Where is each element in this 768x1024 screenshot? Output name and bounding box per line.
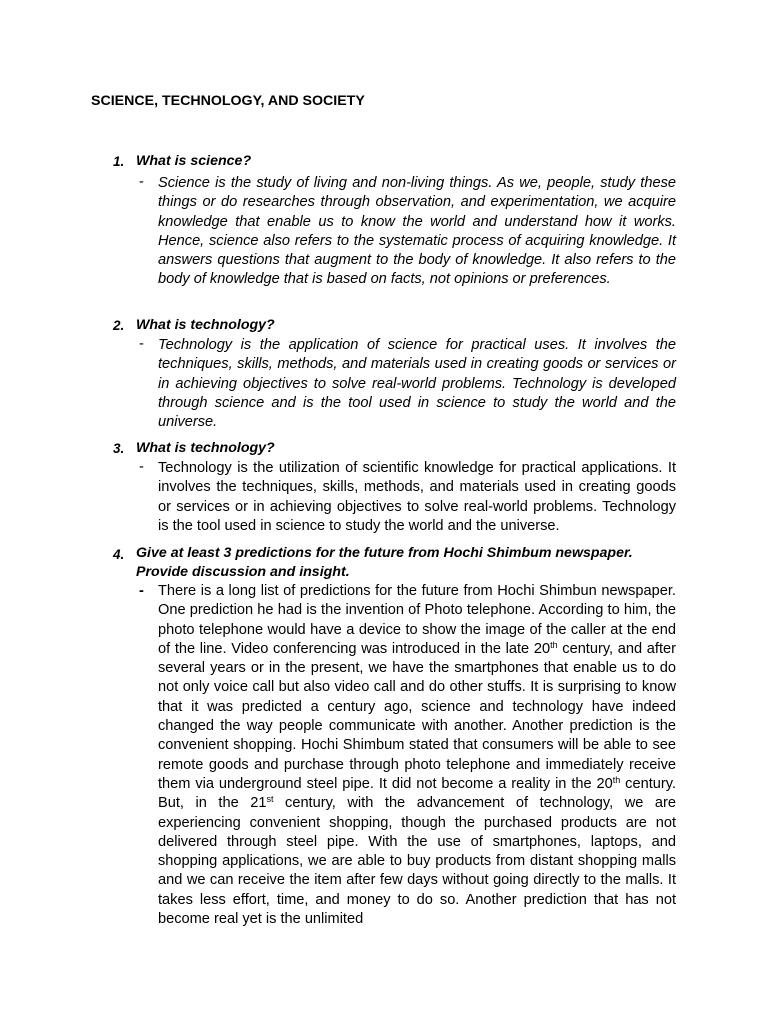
answer-4-text [158,582,676,929]
answer-4-bullet: - [139,583,144,599]
answer-4-superscript-1: th [550,639,558,650]
question-4-number: 4. [113,547,125,562]
question-1-text: What is science? [136,153,252,169]
answer-3-bullet: - [139,459,144,475]
question-2-text: What is technology? [136,317,275,333]
question-1-number: 1. [113,154,125,169]
answer-4-part-1: There is a long list of predictions for the future from Hochi Shimbun newspaper. One prediction he had is the invention of Photo telephone. According to him, the photo telephone would have a device to show the image of the caller at the end of the line. Video conferencing was introduced in the late 20 [158,583,676,657]
answer-4-superscript-2: th [612,774,621,785]
answer-2-bullet: - [139,336,144,352]
answer-2-text: Technology is the application of science for practical uses. It involves the techniques, skills, methods, and materials used in creating goods or services or in achieving objectives to solve real-world problems. Technology is developed through science and is the tool used in science to study the world and the universe. [158,337,676,431]
question-2-number: 2. [113,318,125,333]
question-4-text: Give at least 3 predictions for the future from Hochi Shimbum newspaper. Provide discussion and insight. [136,545,633,581]
answer-4-part-3: century. But, in the 21 [158,775,676,812]
question-3-number: 3. [113,441,125,456]
question-3-text: What is technology? [136,440,275,456]
answer-1-bullet: - [139,174,144,190]
answer-4-part-4: century, with the advancement of technology, we are experiencing convenient shopping, though the purchased products are not delivered through steel pipe. With the use of smartphones, laptops, and shopping applications, we are able to buy products from distant shopping malls and we can receive the item after few days without going directly to the malls. It takes less effort, time, and money to do so. Another prediction that has not become real yet is the unlimited [158,795,676,928]
document-title: SCIENCE, TECHNOLOGY, AND SOCIETY [91,93,365,109]
answer-1-text: Science is the study of living and non-living things. As we, people, study these things or do researches through observation, and experimentation, we acquire knowledge that enable us to know the world and understand how it works. Hence, science also refers to the systematic process of acquiring knowledge. It answers questions that augment to the body of knowledge. It also refers to the body of knowledge that is based on facts, not opinions or preferences. [158,175,676,288]
answer-3-text: Technology is the utilization of scientific knowledge for practical applications. It involves the techniques, skills, methods, and materials used in creating goods or services or in achieving objectives to solve real-world problems. Technology is the tool used in science to study the world and the universe. [158,460,676,534]
answer-4-part-2: century, and after several years or in the present, we have the smartphones that enable us to do not only voice call but also video call and do other stuffs. It is surprising to know that it was predicted a century ago, science and technology have indeed changed the way people communicate with another. Another prediction is the convenient shopping. Hochi Shimbum stated that consumers will be able to see remote goods and purchase through photo telephone and immediately receive them via underground steel pipe. It did not become a reality in the 20 [158,640,677,792]
answer-4-superscript-3: st [266,794,274,805]
